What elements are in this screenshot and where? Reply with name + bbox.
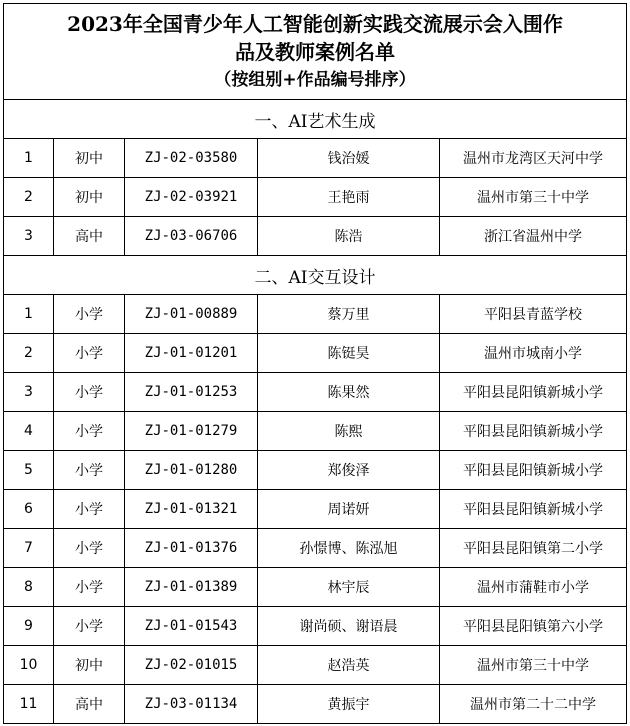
cell-entry-code: ZJ-01-01253 bbox=[125, 373, 258, 412]
cell-student-name: 谢尚硕、谢语晨 bbox=[258, 607, 440, 646]
cell-group: 小学 bbox=[54, 295, 125, 334]
cell-student-name: 陈熙 bbox=[258, 412, 440, 451]
cell-group: 高中 bbox=[54, 685, 125, 724]
cell-school: 温州市城南小学 bbox=[440, 334, 627, 373]
cell-school: 平阳县昆阳镇新城小学 bbox=[440, 490, 627, 529]
cell-entry-code: ZJ-01-01201 bbox=[125, 334, 258, 373]
cell-student-name: 林宇辰 bbox=[258, 568, 440, 607]
cell-entry-code: ZJ-03-01134 bbox=[125, 685, 258, 724]
cell-group: 小学 bbox=[54, 373, 125, 412]
cell-school: 浙江省温州中学 bbox=[440, 217, 627, 256]
cell-school: 温州市蒲鞋市小学 bbox=[440, 568, 627, 607]
cell-entry-code: ZJ-02-01015 bbox=[125, 646, 258, 685]
title-line-2: 品及教师案例名单 bbox=[235, 39, 396, 64]
cell-number: 8 bbox=[4, 568, 54, 607]
cell-school: 平阳县昆阳镇第二小学 bbox=[440, 529, 627, 568]
cell-group: 初中 bbox=[54, 646, 125, 685]
cell-number: 5 bbox=[4, 451, 54, 490]
cell-number: 2 bbox=[4, 178, 54, 217]
cell-school: 温州市第二十二中学 bbox=[440, 685, 627, 724]
table-row bbox=[4, 295, 627, 334]
title-sort-note: （按组别+作品编号排序） bbox=[214, 69, 416, 90]
table-row bbox=[4, 451, 627, 490]
cell-number: 4 bbox=[4, 412, 54, 451]
cell-entry-code: ZJ-01-01389 bbox=[125, 568, 258, 607]
cell-entry-code: ZJ-01-01543 bbox=[125, 607, 258, 646]
cell-student-name: 黄振宇 bbox=[258, 685, 440, 724]
table-row bbox=[4, 373, 627, 412]
cell-number: 7 bbox=[4, 529, 54, 568]
cell-number: 3 bbox=[4, 373, 54, 412]
cell-group: 小学 bbox=[54, 334, 125, 373]
cell-student-name: 郑俊泽 bbox=[258, 451, 440, 490]
cell-student-name: 钱治媛 bbox=[258, 139, 440, 178]
cell-school: 平阳县青蓝学校 bbox=[440, 295, 627, 334]
table-row bbox=[4, 139, 627, 178]
cell-entry-code: ZJ-01-01376 bbox=[125, 529, 258, 568]
section-heading-row bbox=[4, 100, 627, 139]
cell-student-name: 陈铤昊 bbox=[258, 334, 440, 373]
cell-entry-code: ZJ-01-01279 bbox=[125, 412, 258, 451]
cell-student-name: 陈浩 bbox=[258, 217, 440, 256]
table-row bbox=[4, 646, 627, 685]
cell-number: 6 bbox=[4, 490, 54, 529]
cell-entry-code: ZJ-02-03580 bbox=[125, 139, 258, 178]
table-row bbox=[4, 490, 627, 529]
section-heading: 二、AI交互设计 bbox=[4, 256, 627, 295]
cell-school: 平阳县昆阳镇新城小学 bbox=[440, 451, 627, 490]
title-line-1: 2023年全国青少年人工智能创新实践交流展示会入围作 bbox=[67, 11, 563, 36]
cell-school: 平阳县昆阳镇新城小学 bbox=[440, 373, 627, 412]
cell-entry-code: ZJ-01-00889 bbox=[125, 295, 258, 334]
cell-student-name: 周诺妍 bbox=[258, 490, 440, 529]
table-row bbox=[4, 685, 627, 724]
table-row bbox=[4, 568, 627, 607]
cell-student-name: 陈果然 bbox=[258, 373, 440, 412]
table-row bbox=[4, 412, 627, 451]
cell-entry-code: ZJ-03-06706 bbox=[125, 217, 258, 256]
table-row bbox=[4, 607, 627, 646]
cell-school: 温州市第三十中学 bbox=[440, 178, 627, 217]
roster-table bbox=[3, 3, 627, 724]
cell-number: 3 bbox=[4, 217, 54, 256]
cell-group: 小学 bbox=[54, 607, 125, 646]
cell-group: 初中 bbox=[54, 139, 125, 178]
cell-number: 10 bbox=[4, 646, 54, 685]
table-row bbox=[4, 178, 627, 217]
cell-school: 平阳县昆阳镇新城小学 bbox=[440, 412, 627, 451]
cell-group: 高中 bbox=[54, 217, 125, 256]
document-title bbox=[4, 4, 627, 100]
cell-number: 1 bbox=[4, 295, 54, 334]
cell-number: 9 bbox=[4, 607, 54, 646]
section-heading: 一、AI艺术生成 bbox=[4, 100, 627, 139]
cell-entry-code: ZJ-01-01321 bbox=[125, 490, 258, 529]
table-row bbox=[4, 217, 627, 256]
cell-school: 温州市龙湾区天河中学 bbox=[440, 139, 627, 178]
cell-group: 初中 bbox=[54, 178, 125, 217]
cell-number: 11 bbox=[4, 685, 54, 724]
cell-number: 2 bbox=[4, 334, 54, 373]
cell-group: 小学 bbox=[54, 451, 125, 490]
cell-student-name: 孙憬博、陈泓旭 bbox=[258, 529, 440, 568]
cell-school: 平阳县昆阳镇第六小学 bbox=[440, 607, 627, 646]
cell-student-name: 蔡万里 bbox=[258, 295, 440, 334]
cell-group: 小学 bbox=[54, 529, 125, 568]
cell-group: 小学 bbox=[54, 568, 125, 607]
cell-school: 温州市第三十中学 bbox=[440, 646, 627, 685]
cell-student-name: 王艳雨 bbox=[258, 178, 440, 217]
cell-entry-code: ZJ-02-03921 bbox=[125, 178, 258, 217]
section-heading-row bbox=[4, 256, 627, 295]
cell-entry-code: ZJ-01-01280 bbox=[125, 451, 258, 490]
cell-number: 1 bbox=[4, 139, 54, 178]
cell-group: 小学 bbox=[54, 490, 125, 529]
cell-student-name: 赵浩英 bbox=[258, 646, 440, 685]
cell-group: 小学 bbox=[54, 412, 125, 451]
table-row bbox=[4, 334, 627, 373]
table-row bbox=[4, 529, 627, 568]
